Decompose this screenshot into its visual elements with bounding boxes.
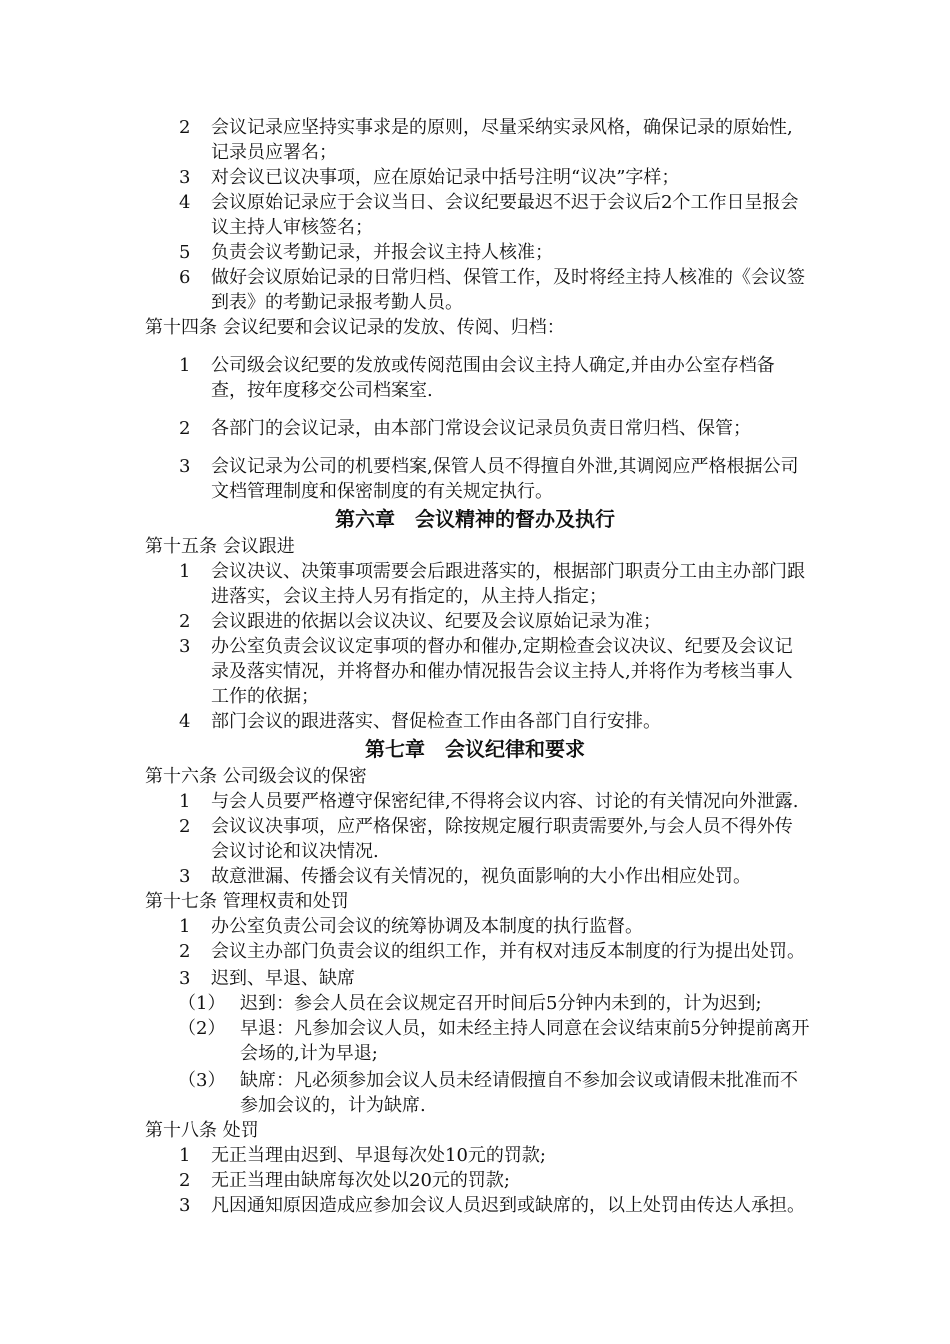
item-text: 迟到、早退、缺席 bbox=[211, 968, 355, 989]
item-text: 故意泄漏、传播会议有关情况的，视负面影响的大小作出相应处罚。 bbox=[211, 866, 751, 887]
item-text: 无正当理由缺席每次处以20元的罚款; bbox=[211, 1170, 510, 1191]
list-item bbox=[0, 864, 950, 889]
item-text: 凡因通知原因造成应参加会议人员迟到或缺席的，以上处罚由传达人承担。 bbox=[211, 1195, 805, 1216]
list-item bbox=[0, 609, 950, 634]
item-number: 2 bbox=[179, 418, 191, 439]
list-item bbox=[0, 966, 950, 991]
item-text: 各部门的会议记录，由本部门常设会议记录员负责日常归档、保管； bbox=[211, 418, 751, 439]
item-number: 3 bbox=[179, 866, 191, 887]
item-text: 公司级会议纪要的发放或传阅范围由会议主持人确定,并由办公室存档备查，按年度移交公司档案室. bbox=[211, 355, 775, 401]
item-text: 无正当理由迟到、早退每次处10元的罚款; bbox=[211, 1145, 546, 1166]
item-text: 办公室负责会议议定事项的督办和催办,定期检查会议决议、纪要及会议记录及落实情况，并将督办和催办情况报告会议主持人,并将作为考核当事人工作的依据； bbox=[211, 636, 793, 707]
list-item bbox=[0, 709, 950, 734]
item-number: 1 bbox=[179, 791, 191, 812]
item-number: 3 bbox=[179, 456, 191, 477]
article-15-title: 第十五条 会议跟进 bbox=[145, 536, 295, 557]
item-text: 部门会议的跟进落实、督促检查工作由各部门自行安排。 bbox=[211, 711, 661, 732]
list-item bbox=[0, 353, 950, 403]
article-18-title: 第十八条 处罚 bbox=[145, 1120, 259, 1141]
item-text: 会议跟进的依据以会议决议、纪要及会议原始记录为准； bbox=[211, 611, 661, 632]
list-item bbox=[0, 559, 950, 609]
chapter-7-heading: 第七章 会议纪律和要求 bbox=[365, 737, 585, 761]
list-item bbox=[0, 165, 950, 190]
item-number: 3 bbox=[179, 167, 191, 188]
sub-item-number: （1） bbox=[178, 993, 226, 1014]
item-number: 2 bbox=[179, 1170, 191, 1191]
item-text: 会议记录为公司的机要档案,保管人员不得擅自外泄,其调阅应严格根据公司文档管理制度和保密制度的有关规定执行。 bbox=[211, 456, 799, 502]
chapter-6-heading: 第六章 会议精神的督办及执行 bbox=[335, 507, 615, 531]
list-item bbox=[0, 454, 950, 504]
item-text: 对会议已议决事项，应在原始记录中括号注明“议决”字样； bbox=[211, 167, 680, 188]
item-text: 会议主办部门负责会议的组织工作，并有权对违反本制度的行为提出处罚。 bbox=[211, 941, 805, 962]
item-number: 4 bbox=[179, 711, 191, 732]
item-text: 会议议决事项，应严格保密，除按规定履行职责需要外,与会人员不得外传会议讨论和议决情况. bbox=[211, 816, 793, 862]
item-number: 3 bbox=[179, 968, 191, 989]
list-item bbox=[0, 240, 950, 265]
list-item bbox=[0, 416, 950, 441]
item-number: 2 bbox=[179, 816, 191, 837]
item-text: 做好会议原始记录的日常归档、保管工作，及时将经主持人核准的《会议签到表》的考勤记录报考勤人员。 bbox=[211, 267, 805, 313]
list-item bbox=[0, 115, 950, 165]
sub-item-text: 早退：凡参加会议人员，如未经主持人同意在会议结束前5分钟提前离开会场的,计为早退; bbox=[240, 1018, 810, 1064]
sub-item bbox=[0, 1068, 950, 1118]
list-item bbox=[0, 1193, 950, 1218]
sub-item-text: 迟到：参会人员在会议规定召开时间后5分钟内未到的，计为迟到; bbox=[240, 993, 762, 1014]
article-16-title: 第十六条 公司级会议的保密 bbox=[145, 766, 367, 787]
item-number: 2 bbox=[179, 941, 191, 962]
item-text: 负责会议考勤记录，并报会议主持人核准； bbox=[211, 242, 553, 263]
sub-item bbox=[0, 1016, 950, 1066]
article-14-title: 第十四条 会议纪要和会议记录的发放、传阅、归档： bbox=[145, 317, 565, 338]
item-number: 2 bbox=[179, 611, 191, 632]
list-item bbox=[0, 1168, 950, 1193]
item-number: 1 bbox=[179, 355, 191, 376]
list-item bbox=[0, 190, 950, 240]
list-item bbox=[0, 814, 950, 864]
sub-item-number: （2） bbox=[178, 1018, 226, 1039]
list-item bbox=[0, 265, 950, 315]
item-text: 会议决议、决策事项需要会后跟进落实的，根据部门职责分工由主办部门跟进落实，会议主持人另有指定的，从主持人指定； bbox=[211, 561, 805, 607]
item-number: 1 bbox=[179, 561, 191, 582]
item-number: 1 bbox=[179, 916, 191, 937]
sub-item bbox=[0, 991, 950, 1016]
item-text: 会议原始记录应于会议当日、会议纪要最迟不迟于会议后2个工作日呈报会议主持人审核签名； bbox=[211, 192, 799, 238]
item-number: 3 bbox=[179, 1195, 191, 1216]
list-item bbox=[0, 789, 950, 814]
item-number: 2 bbox=[179, 117, 191, 138]
list-item bbox=[0, 634, 950, 709]
item-number: 6 bbox=[179, 267, 191, 288]
item-number: 4 bbox=[179, 192, 191, 213]
list-item bbox=[0, 1143, 950, 1168]
list-item bbox=[0, 939, 950, 964]
list-item bbox=[0, 914, 950, 939]
item-number: 3 bbox=[179, 636, 191, 657]
article-17-title: 第十七条 管理权责和处罚 bbox=[145, 891, 349, 912]
item-number: 5 bbox=[179, 242, 191, 263]
item-text: 会议记录应坚持实事求是的原则，尽量采纳实录风格，确保记录的原始性,记录员应署名； bbox=[211, 117, 793, 163]
sub-item-number: （3） bbox=[178, 1070, 226, 1091]
item-text: 办公室负责公司会议的统筹协调及本制度的执行监督。 bbox=[211, 916, 643, 937]
item-number: 1 bbox=[179, 1145, 191, 1166]
item-text: 与会人员要严格遵守保密纪律,不得将会议内容、讨论的有关情况向外泄露. bbox=[211, 791, 799, 812]
sub-item-text: 缺席：凡必须参加会议人员未经请假擅自不参加会议或请假未批准而不参加会议的，计为缺席. bbox=[240, 1070, 798, 1116]
